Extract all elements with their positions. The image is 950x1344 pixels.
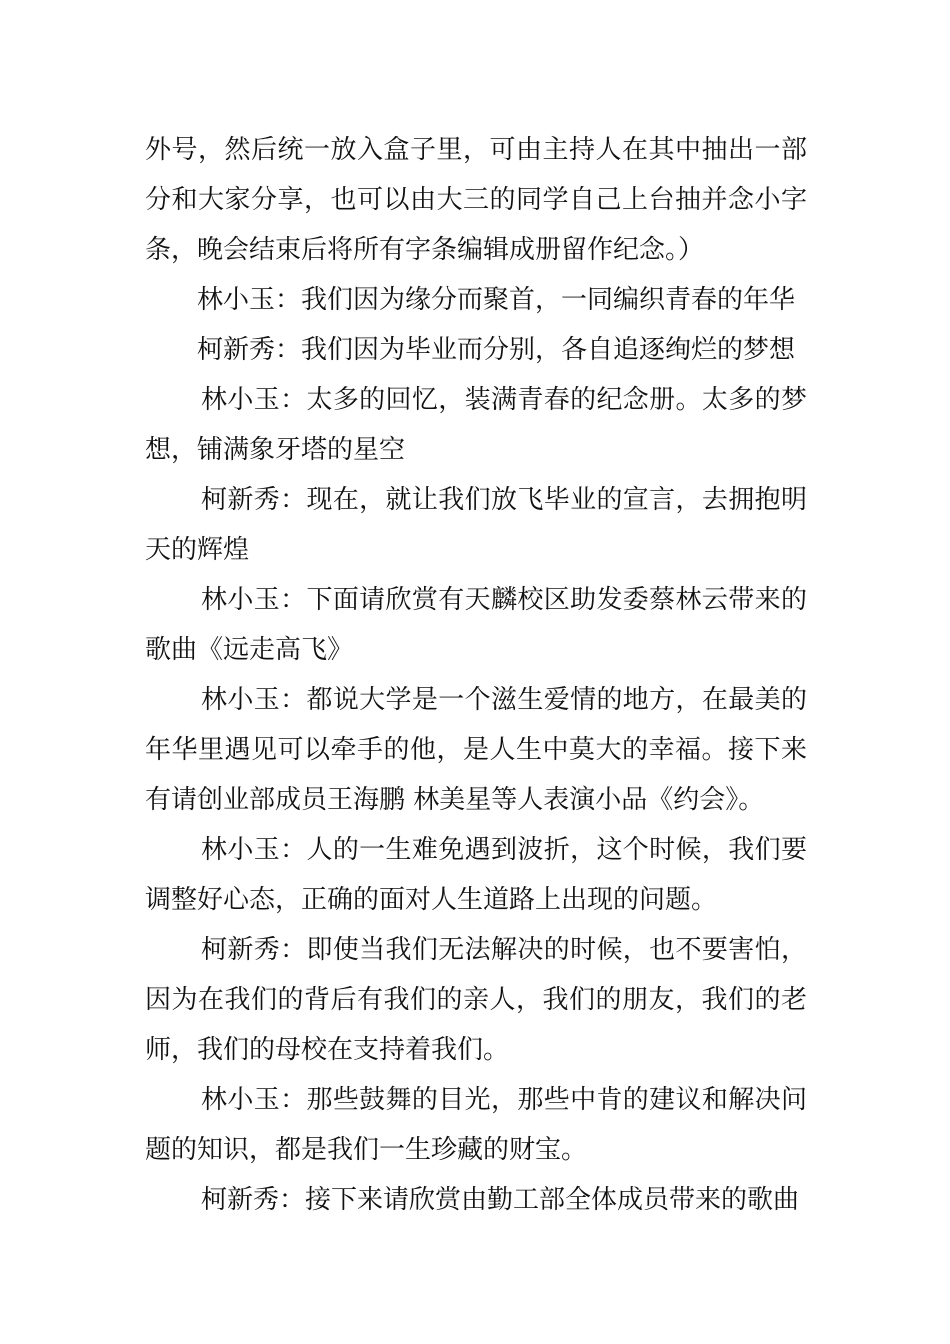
paragraph-dialogue: 林小玉：太多的回忆，装满青春的纪念册。太多的梦想，铺满象牙塔的星空 — [145, 385, 807, 465]
paragraph-dialogue: 柯新秀：即使当我们无法解决的时候，也不要害怕，因为在我们的背后有我们的亲人，我们的朋友，我们的老师，我们的母校在支持着我们。 — [145, 935, 807, 1065]
paragraph-dialogue: 林小玉：那些鼓舞的目光，那些中肯的建议和解决问题的知识，都是我们一生珍藏的财宝。 — [145, 1085, 807, 1165]
paragraph-continued: 外号，然后统一放入盒子里，可由主持人在其中抽出一部分和大家分享，也可以由大三的同学自己上台抽并念小字条，晚会结束后将所有字条编辑成册留作纪念。） — [145, 135, 807, 265]
paragraph-dialogue: 柯新秀：接下来请欣赏由勤工部全体成员带来的歌曲 — [201, 1185, 800, 1215]
paragraph-dialogue: 林小玉：我们因为缘分而聚首，一同编织青春的年华 — [197, 285, 796, 315]
paragraph-dialogue: 林小玉：人的一生难免遇到波折，这个时候，我们要调整好心态，正确的面对人生道路上出现的问题。 — [145, 835, 807, 915]
paragraph-dialogue: 林小玉：都说大学是一个滋生爱情的地方，在最美的年华里遇见可以牵手的他，是人生中莫大的幸福。接下来有请创业部成员王海鹏 林美星等人表演小品《约会》。 — [145, 685, 807, 815]
paragraph-dialogue: 柯新秀：我们因为毕业而分别，各自追逐绚烂的梦想 — [197, 335, 796, 365]
document-body — [145, 125, 807, 1225]
paragraph-dialogue: 林小玉：下面请欣赏有天麟校区助发委蔡林云带来的歌曲《远走高飞》 — [145, 585, 807, 665]
paragraph-dialogue: 柯新秀：现在，就让我们放飞毕业的宣言，去拥抱明天的辉煌 — [145, 485, 807, 565]
